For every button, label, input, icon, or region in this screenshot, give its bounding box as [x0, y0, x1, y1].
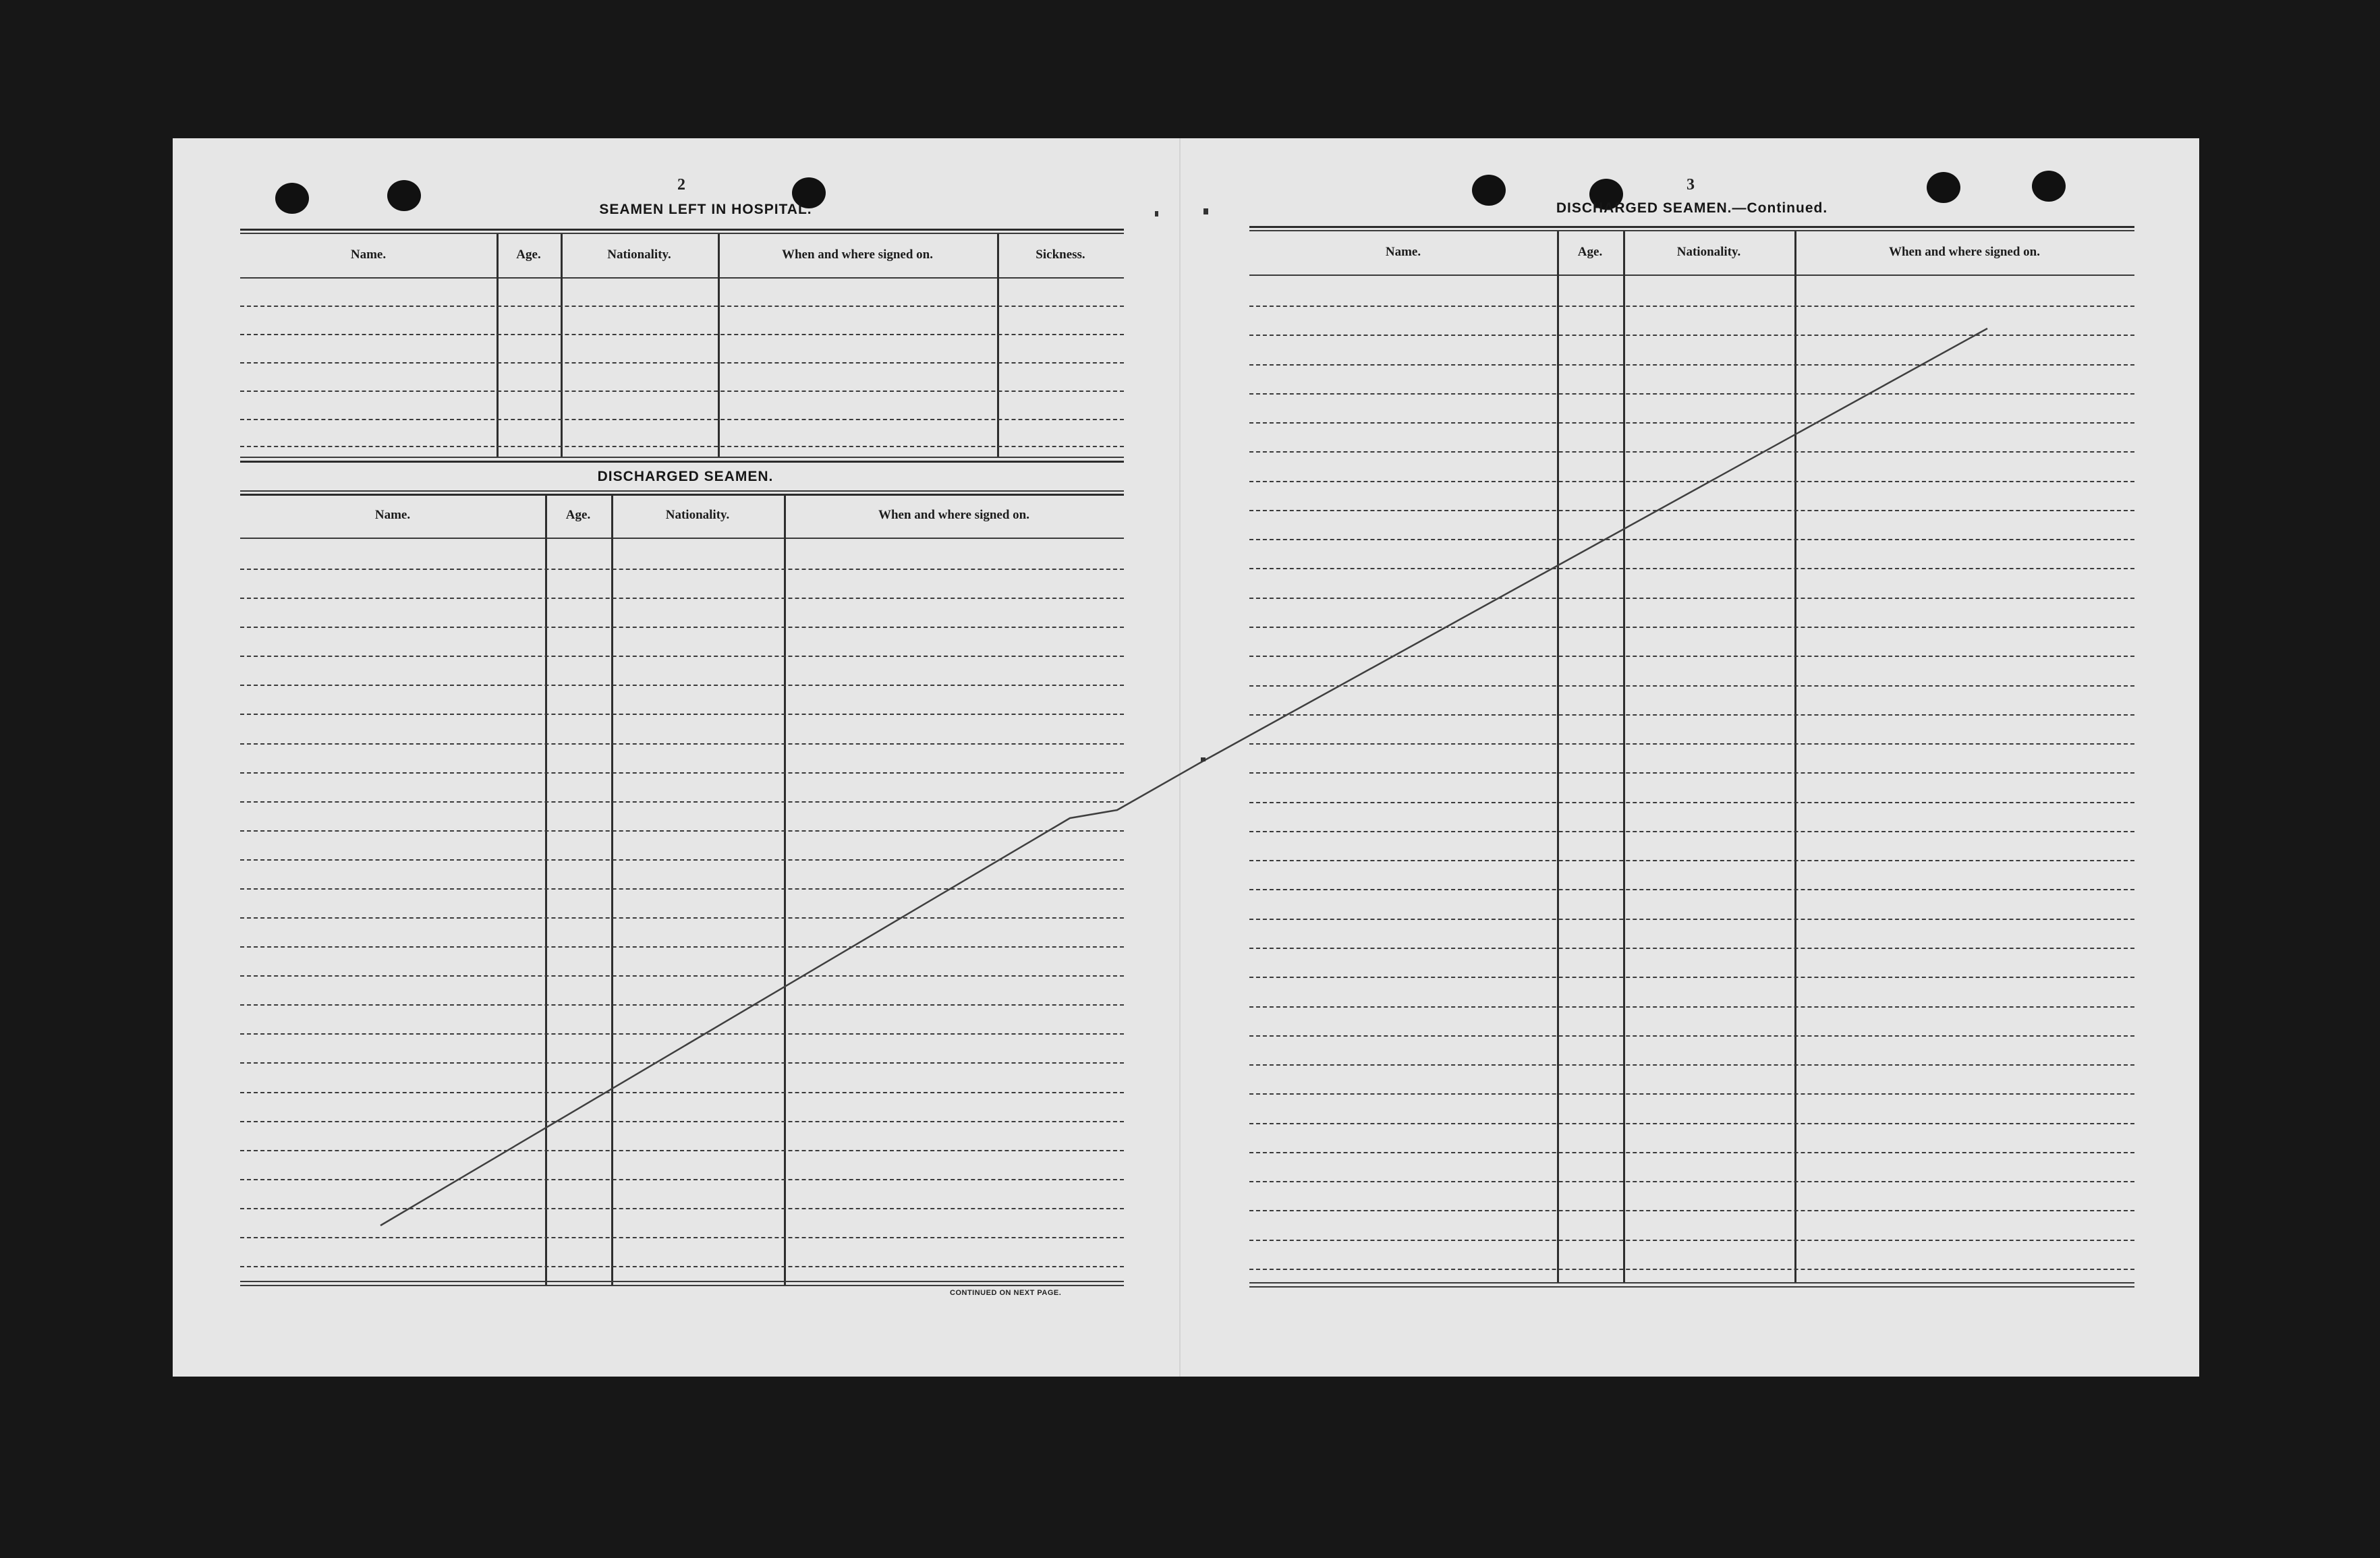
column-header-nationality: Nationality.: [607, 248, 671, 262]
column-header-name: Name.: [374, 508, 411, 522]
hospital-section-title: SEAMEN LEFT IN HOSPITAL.: [599, 202, 812, 217]
cancellation-line: [173, 138, 2199, 1377]
column-header-nationality: Nationality.: [1676, 245, 1741, 259]
column-header-age: Age.: [565, 508, 591, 522]
ink-mark: [1201, 757, 1206, 761]
column-header-signed-on: When and where signed on.: [1888, 245, 2040, 259]
column-header-nationality: Nationality.: [665, 508, 730, 522]
discharged-continued-title: DISCHARGED SEAMEN.—Continued.: [1556, 200, 1828, 216]
page-number-right: 3: [1687, 176, 1695, 194]
ink-mark: [1203, 208, 1208, 214]
ink-mark: [1155, 211, 1158, 217]
pencil-stroke: [380, 328, 1987, 1225]
column-header-name: Name.: [350, 248, 387, 262]
column-header-age: Age.: [516, 248, 541, 262]
page-number-left: 2: [677, 176, 685, 194]
continued-note: CONTINUED ON NEXT PAGE.: [950, 1289, 1062, 1297]
column-header-name: Name.: [1385, 245, 1421, 259]
discharged-section-title: DISCHARGED SEAMEN.: [597, 469, 774, 484]
column-header-signed-on: When and where signed on.: [878, 508, 1029, 522]
column-header-signed-on: When and where signed on.: [781, 248, 933, 262]
ledger-sheet: [173, 138, 2199, 1377]
column-header-age: Age.: [1577, 245, 1603, 259]
column-header-sickness: Sickness.: [1036, 248, 1085, 262]
